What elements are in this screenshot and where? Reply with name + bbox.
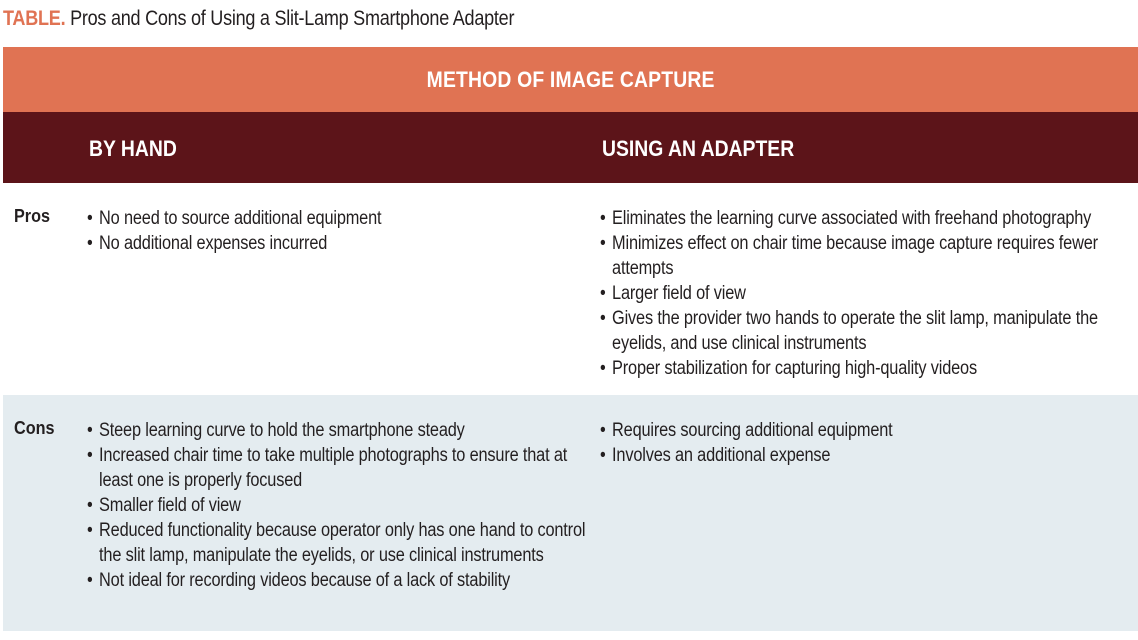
cell-cons-by-hand xyxy=(87,418,597,593)
caption-label: TABLE. xyxy=(3,7,66,30)
list-item: • Not ideal for recording videos because of a lack of stability xyxy=(87,570,510,591)
list-item: • Increased chair time to take multiple photographs to ensure that at least one is properly focused xyxy=(87,445,568,491)
group-header-band xyxy=(3,47,1138,112)
list-item: • Larger field of view xyxy=(600,283,746,304)
list-item: • Smaller field of view xyxy=(87,495,241,516)
table-row-pros xyxy=(3,183,1138,395)
caption-title: Pros and Cons of Using a Slit-Lamp Smartphone Adapter xyxy=(70,7,515,30)
row-label-cons: Cons xyxy=(14,418,55,438)
list-item: • Minimizes effect on chair time because image capture requires fewer attempts xyxy=(600,233,1098,279)
bullet-list xyxy=(87,206,586,256)
cell-pros-adapter xyxy=(600,206,1138,381)
list-item: • Gives the provider two hands to operate the slit lamp, manipulate the eyelids, and use clinical instruments xyxy=(600,308,1098,354)
table-row-cons xyxy=(3,395,1138,631)
column-header-band xyxy=(3,112,1138,183)
bullet-list xyxy=(87,418,589,593)
list-item: • Involves an additional expense xyxy=(600,445,831,466)
list-item: • Steep learning curve to hold the smartphone steady xyxy=(87,420,465,441)
table-caption xyxy=(3,6,514,32)
list-item: • Requires sourcing additional equipment xyxy=(600,420,893,441)
column-header-by-hand: BY HAND xyxy=(89,136,177,161)
bullet-list xyxy=(600,418,1135,468)
group-header-title: METHOD OF IMAGE CAPTURE xyxy=(426,66,715,92)
list-item: • No need to source additional equipment xyxy=(87,208,382,229)
list-item: • No additional expenses incurred xyxy=(87,233,328,254)
row-label-pros: Pros xyxy=(14,206,51,226)
list-item: • Eliminates the learning curve associated with freehand photography xyxy=(600,208,1092,229)
cell-pros-by-hand xyxy=(87,206,587,256)
list-item: • Reduced functionality because operator only has one hand to control the slit lamp, manipulate the eyelids, or use clinical instruments xyxy=(87,520,586,566)
list-item: • Proper stabilization for capturing high-quality videos xyxy=(600,358,977,379)
bullet-list xyxy=(600,206,1135,381)
column-header-adapter: USING AN ADAPTER xyxy=(602,136,795,161)
cell-cons-adapter xyxy=(600,418,1138,468)
